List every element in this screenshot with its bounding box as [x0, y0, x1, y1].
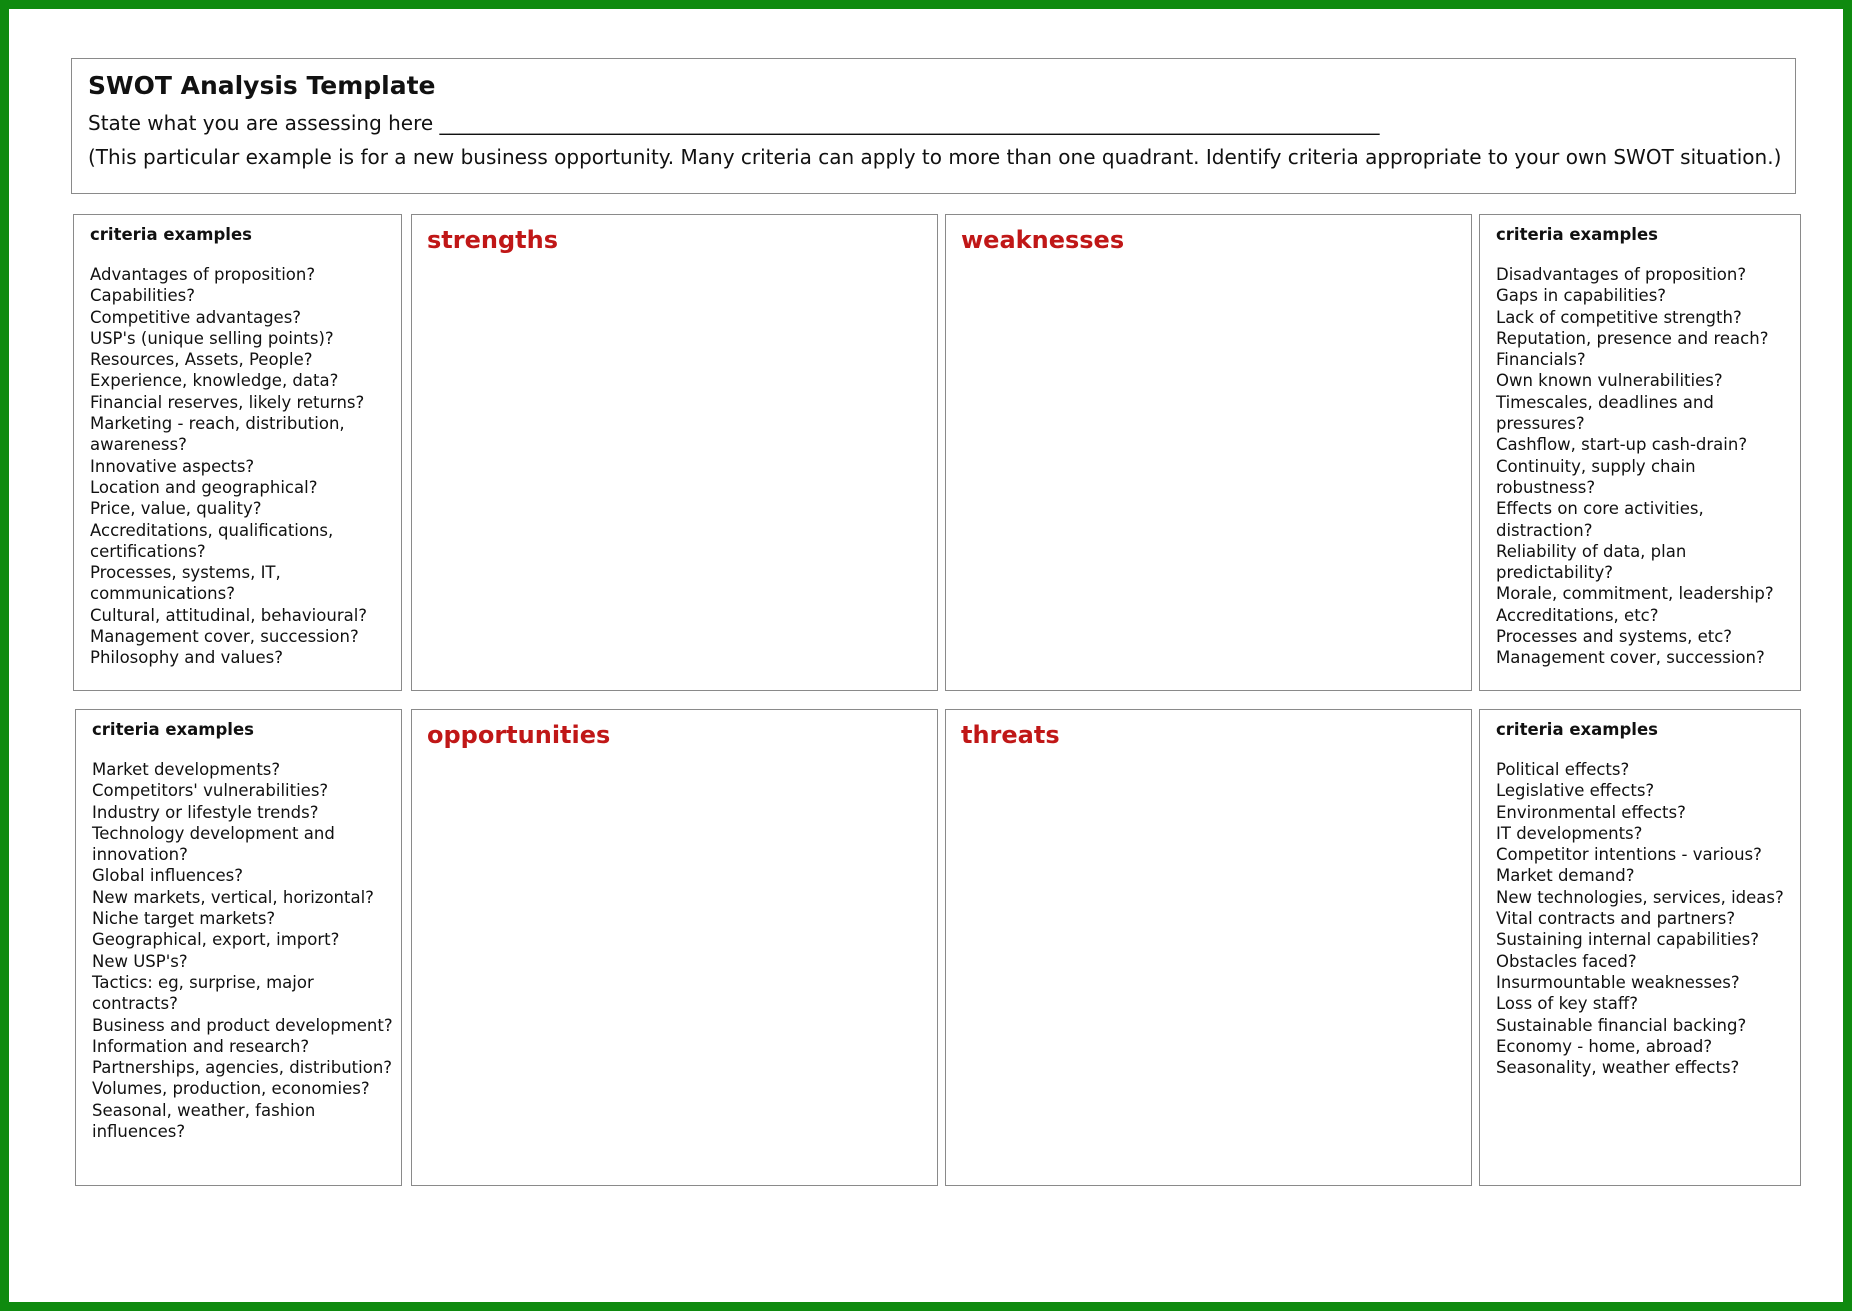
weaknesses-quadrant[interactable] [945, 214, 1472, 691]
criteria-box-strengths [73, 214, 402, 691]
criteria-item: Resources, Assets, People? [90, 350, 313, 370]
criteria-item: Financials? [1496, 350, 1586, 370]
criteria-item: Experience, knowledge, data? [90, 371, 339, 391]
criteria-item: Management cover, succession? [90, 627, 359, 647]
criteria-item: Philosophy and values? [90, 648, 284, 668]
criteria-item: communications? [90, 584, 235, 604]
criteria-item: Seasonality, weather effects? [1496, 1058, 1740, 1078]
header-box [71, 58, 1796, 194]
criteria-item: robustness? [1496, 477, 1596, 497]
criteria-item: Niche target markets? [92, 909, 276, 929]
criteria-item: Industry or lifestyle trends? [92, 802, 319, 822]
criteria-item: Tactics: eg, surprise, major [92, 972, 314, 992]
criteria-item: Economy - home, abroad? [1496, 1036, 1713, 1056]
criteria-item: Legislative effects? [1496, 781, 1655, 801]
criteria-item: Location and geographical? [90, 477, 318, 497]
criteria-item: Advantages of proposition? [90, 265, 316, 284]
criteria-item: Vital contracts and partners? [1496, 909, 1736, 929]
opportunities-quadrant[interactable] [411, 709, 938, 1186]
criteria-item: Business and product development? [92, 1015, 393, 1035]
criteria-item: innovation? [92, 845, 188, 865]
quadrant-title-strengths: strengths [427, 226, 558, 254]
criteria-item: awareness? [90, 435, 187, 455]
criteria-item: Seasonal, weather, fashion [92, 1100, 316, 1120]
criteria-title: criteria examples [1496, 225, 1658, 244]
criteria-item: Effects on core activities, [1496, 499, 1704, 519]
criteria-item: Sustaining internal capabilities? [1496, 930, 1760, 950]
criteria-title: criteria examples [92, 720, 254, 739]
criteria-item: Volumes, production, economies? [92, 1079, 370, 1099]
criteria-item: Sustainable financial backing? [1496, 1015, 1747, 1035]
criteria-item: Partnerships, agencies, distribution? [92, 1058, 393, 1078]
criteria-item: Market demand? [1496, 866, 1635, 886]
criteria-item: Geographical, export, import? [92, 930, 340, 950]
criteria-item: Reliability of data, plan [1496, 541, 1687, 561]
criteria-item: Obstacles faced? [1496, 951, 1637, 971]
criteria-item: Cultural, attitudinal, behavioural? [90, 605, 368, 625]
header-note: (This particular example is for a new business opportunity. Many criteria can apply to more than one quadrant. Identify criteria appropriate to your own SWOT situation.) [88, 145, 1782, 169]
criteria-item: New markets, vertical, horizontal? [92, 887, 374, 907]
criteria-item: Reputation, presence and reach? [1496, 328, 1769, 348]
quadrant-title-weaknesses: weaknesses [961, 226, 1125, 254]
quadrant-title-threats: threats [961, 721, 1060, 749]
criteria-item: pressures? [1496, 414, 1585, 434]
criteria-item: predictability? [1496, 563, 1613, 583]
criteria-list [1496, 264, 1800, 669]
criteria-item: Price, value, quality? [90, 499, 262, 519]
criteria-list [1496, 759, 1800, 1078]
criteria-box-threats [1479, 709, 1801, 1186]
criteria-item: Cashflow, start-up cash-drain? [1496, 435, 1748, 455]
threats-quadrant[interactable] [945, 709, 1472, 1186]
criteria-item: Own known vulnerabilities? [1496, 371, 1723, 391]
criteria-item: Marketing - reach, distribution, [90, 414, 345, 434]
criteria-item: Financial reserves, likely returns? [90, 392, 365, 412]
criteria-item: Market developments? [92, 760, 281, 779]
criteria-item: Gaps in capabilities? [1496, 286, 1667, 306]
criteria-list [90, 264, 401, 669]
criteria-item: Continuity, supply chain [1496, 456, 1696, 476]
criteria-list [92, 759, 401, 1142]
criteria-item: Disadvantages of proposition? [1496, 265, 1747, 284]
criteria-item: Competitive advantages? [90, 307, 302, 327]
quadrant-title-opportunities: opportunities [427, 721, 611, 749]
document-title: SWOT Analysis Template [88, 71, 436, 100]
criteria-item: Technology development and [92, 823, 335, 843]
criteria-item: Competitors' vulnerabilities? [92, 781, 329, 801]
criteria-item: Accreditations, qualifications, [90, 520, 334, 540]
criteria-item: Lack of competitive strength? [1496, 307, 1742, 327]
criteria-item: Timescales, deadlines and [1496, 392, 1714, 412]
criteria-item: contracts? [92, 994, 178, 1014]
criteria-item: Global influences? [92, 866, 243, 886]
criteria-item: Loss of key staff? [1496, 994, 1639, 1014]
criteria-item: Management cover, succession? [1496, 648, 1765, 668]
criteria-box-weaknesses [1479, 214, 1801, 691]
criteria-item: Morale, commitment, leadership? [1496, 584, 1774, 604]
criteria-item: New USP's? [92, 951, 188, 971]
criteria-item: Accreditations, etc? [1496, 605, 1659, 625]
criteria-item: Processes, systems, IT, [90, 563, 281, 583]
assess-prompt: State what you are assessing here ______________________________________________________________________________________________ [88, 111, 1380, 135]
criteria-item: Political effects? [1496, 760, 1630, 779]
criteria-item: influences? [92, 1122, 186, 1142]
criteria-item: Capabilities? [90, 286, 196, 306]
criteria-title: criteria examples [90, 225, 252, 244]
document-page [9, 9, 1843, 1302]
criteria-item: distraction? [1496, 520, 1593, 540]
criteria-item: certifications? [90, 541, 206, 561]
criteria-item: Insurmountable weaknesses? [1496, 972, 1740, 992]
criteria-title: criteria examples [1496, 720, 1658, 739]
criteria-item: Environmental effects? [1496, 802, 1686, 822]
criteria-item: Competitor intentions - various? [1496, 845, 1762, 865]
strengths-quadrant[interactable] [411, 214, 938, 691]
criteria-item: Information and research? [92, 1036, 310, 1056]
criteria-item: Processes and systems, etc? [1496, 627, 1733, 647]
criteria-item: USP's (unique selling points)? [90, 328, 334, 348]
criteria-item: IT developments? [1496, 823, 1643, 843]
criteria-box-opportunities [75, 709, 402, 1186]
criteria-item: Innovative aspects? [90, 456, 255, 476]
criteria-item: New technologies, services, ideas? [1496, 887, 1784, 907]
